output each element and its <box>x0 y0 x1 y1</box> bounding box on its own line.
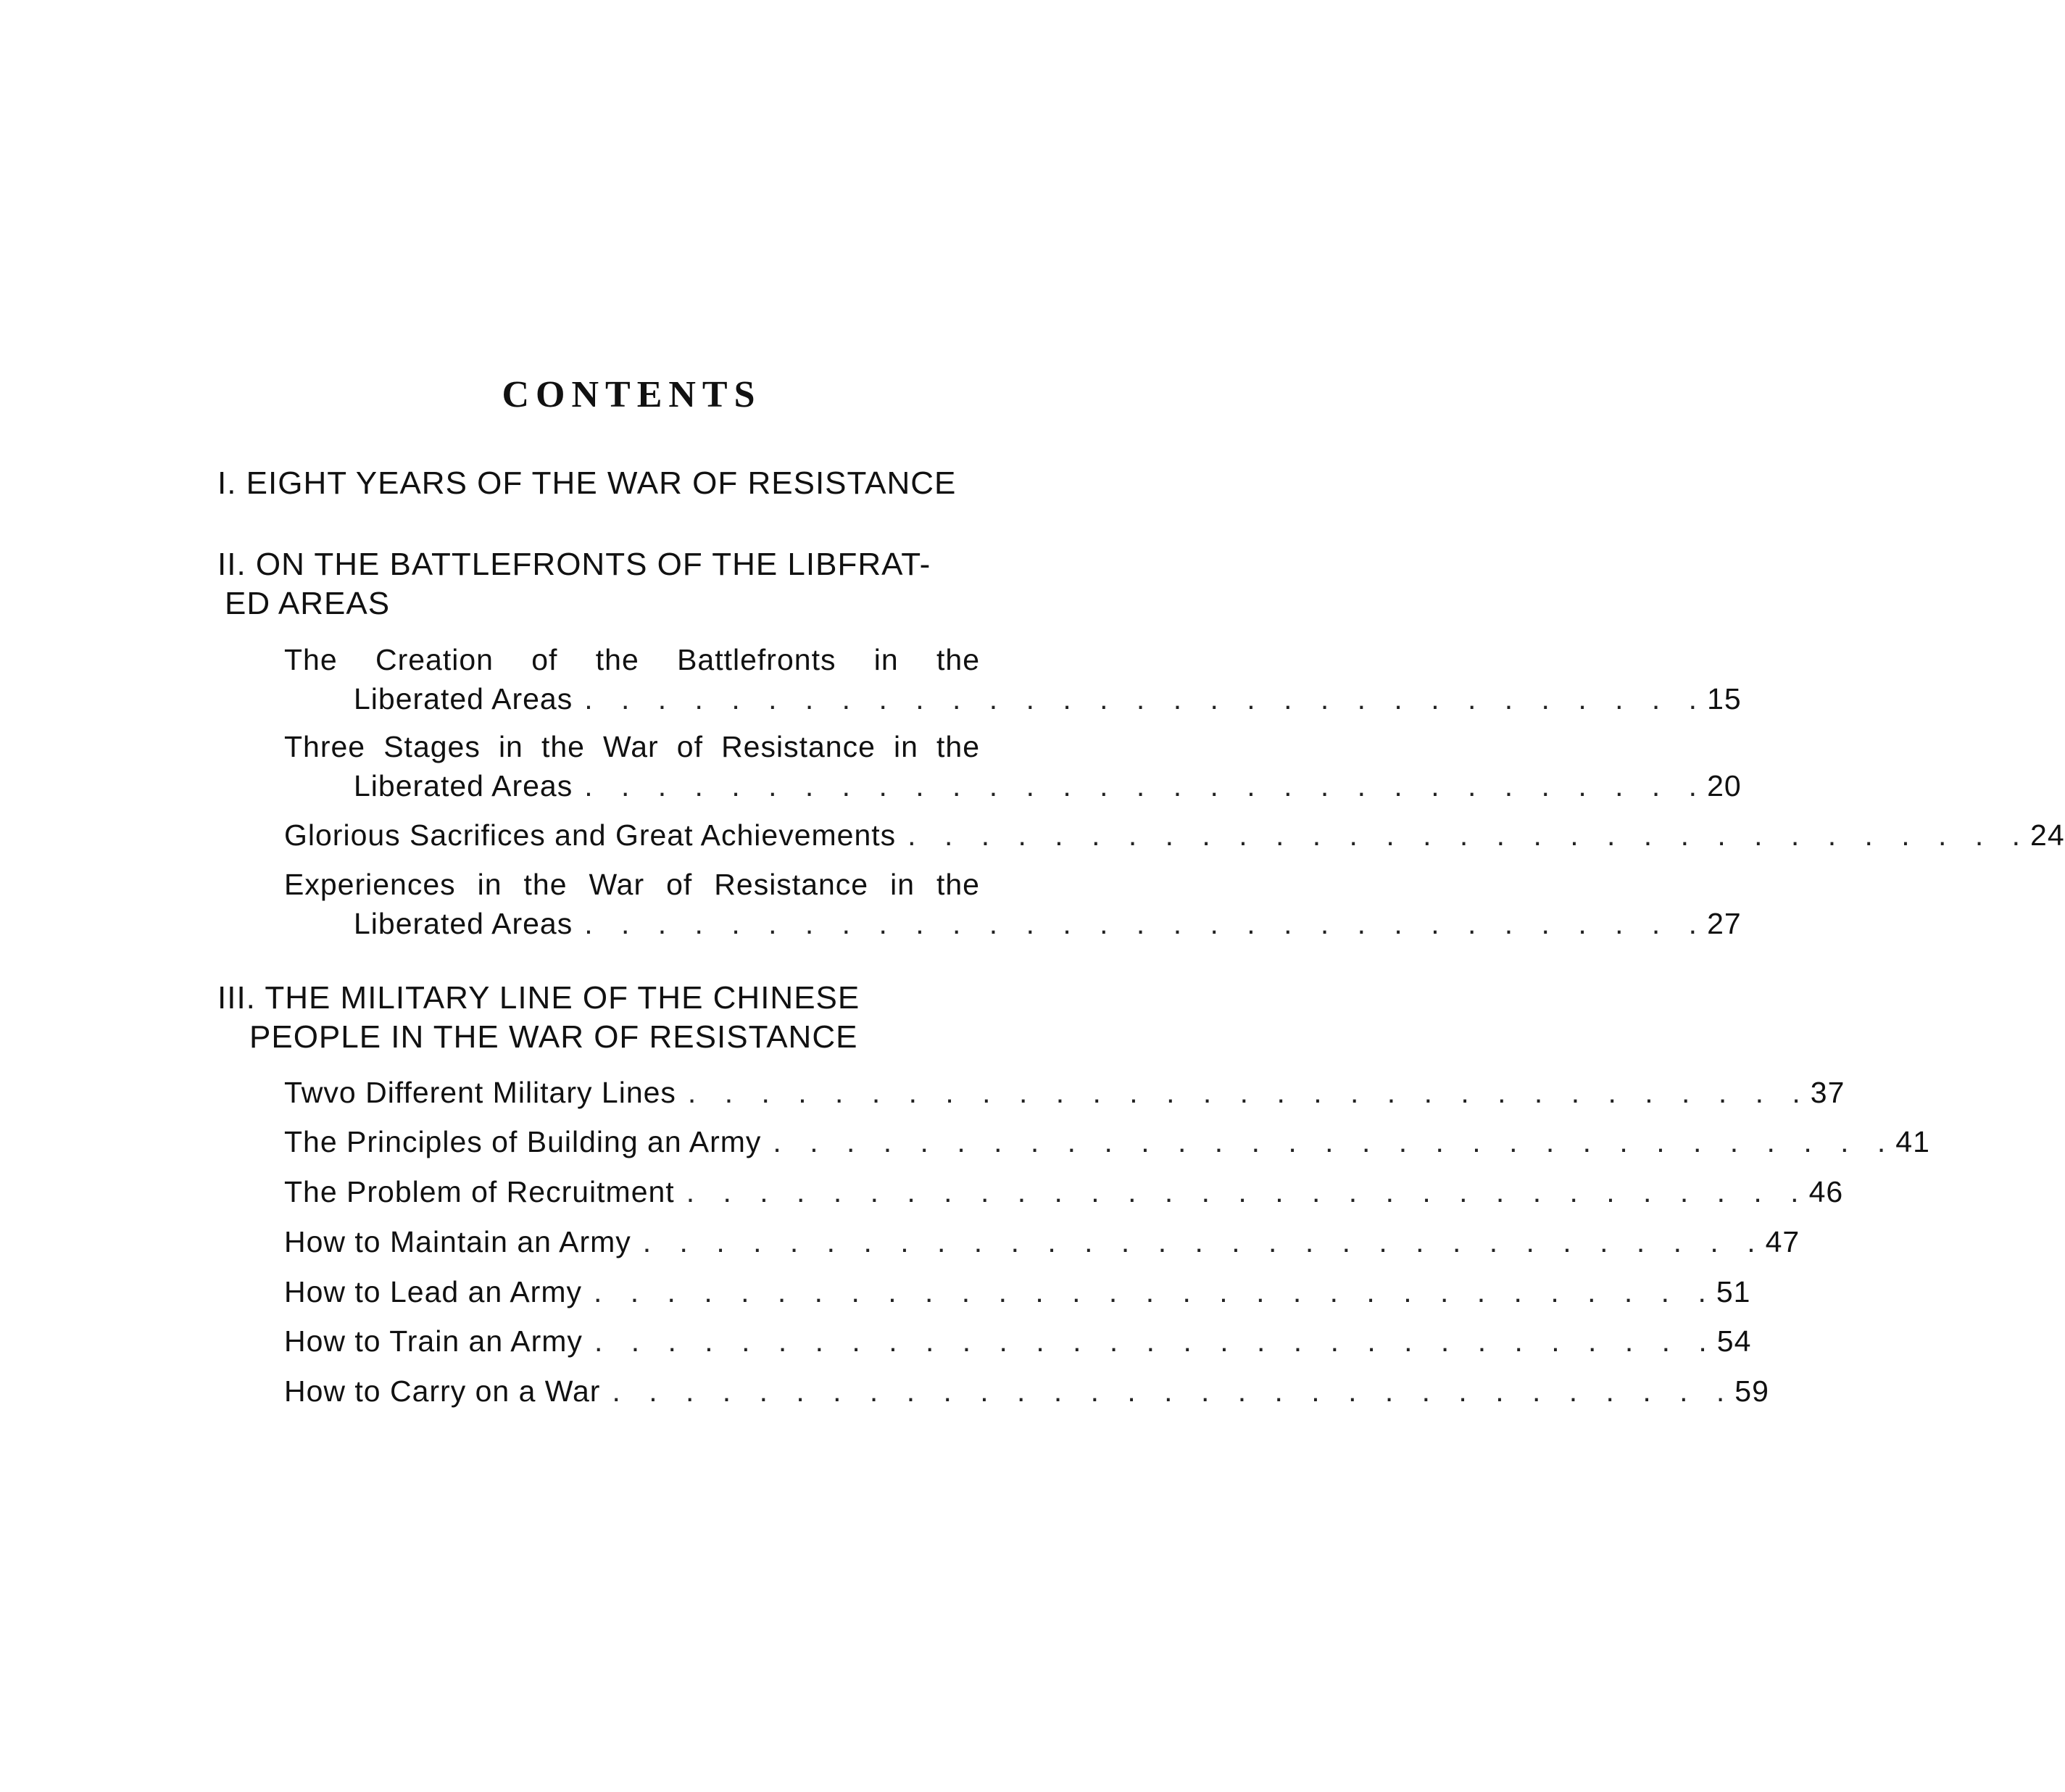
leader-dots: . . . . . . . . . . . . . . . . . . . . . . . . . . . . . . . <box>642 1225 1766 1258</box>
leader-dots: . . . . . . . . . . . . . . . . . . . . . . . . . . . . . . . <box>584 682 1708 715</box>
toc-entry[interactable] <box>284 1272 1751 1311</box>
section-heading-1 <box>217 464 986 503</box>
leader-dots: . . . . . . . . . . . . . . . . . . . . . . . . . . . . . . . <box>612 1374 1735 1408</box>
toc-entry-title: Three Stages in the War of Resistance in the <box>284 730 980 763</box>
leader-dots: . . . . . . . . . . . . . . . . . . . . . . . . . . . . . . . <box>687 1076 1811 1109</box>
toc-entry-line <box>284 1322 1752 1361</box>
toc-entry[interactable] <box>284 1372 1769 1411</box>
toc-entry[interactable] <box>284 1222 1800 1261</box>
toc-entry-line <box>284 1122 1930 1161</box>
toc-entry-line <box>284 1222 1800 1261</box>
toc-entry[interactable] <box>284 1322 1752 1361</box>
toc-entry-title-continued: Liberated Areas <box>354 907 573 940</box>
toc-entry-line <box>284 1172 1844 1211</box>
section-heading-text: III. THE MILITARY LINE OF THE CHINESE <box>217 980 860 1016</box>
leader-dots: . . . . . . . . . . . . . . . . . . . . . . . . . . . . . . . <box>593 1275 1716 1308</box>
section-heading-text-continued: ED AREAS <box>225 586 391 621</box>
leader-dots: . . . . . . . . . . . . . . . . . . . . . . . . . . . . . . . <box>584 907 1708 940</box>
toc-entry-page-number: 41 <box>1895 1125 1930 1158</box>
toc-entry-title: How to Train an Army <box>284 1324 583 1358</box>
toc-entry[interactable] <box>284 1073 1845 1112</box>
toc-entry-page-number: 51 <box>1716 1275 1751 1308</box>
toc-entry-page-number: 37 <box>1810 1076 1845 1109</box>
toc-entry[interactable] <box>284 727 1742 805</box>
leader-dots: . . . . . . . . . . . . . . . . . . . . . . . . . . . . . . . <box>584 769 1708 802</box>
toc-entry-line <box>284 679 1742 718</box>
toc-entry-page-number: 20 <box>1707 769 1742 802</box>
toc-entry-page-number: 54 <box>1716 1324 1752 1358</box>
page-title: CONTENTS <box>502 374 762 415</box>
toc-entry-line <box>284 816 2065 855</box>
toc-entry-page-number: 47 <box>1765 1225 1800 1258</box>
toc-entry-title: How to Maintain an Army <box>284 1225 631 1258</box>
toc-entry-title: How to Carry on a War <box>284 1374 601 1408</box>
toc-entry-title: The Principles of Building an Army <box>284 1125 762 1158</box>
toc-entry-line <box>284 1372 1769 1411</box>
toc-entry-page-number: 46 <box>1808 1175 1844 1208</box>
toc-entry-line <box>284 904 1742 943</box>
toc-entry-line <box>284 1272 1751 1311</box>
toc-entry-page-number: 15 <box>1707 682 1742 715</box>
toc-entry[interactable] <box>284 1172 1844 1211</box>
leader-dots: . . . . . . . . . . . . . . . . . . . . . . . . . . . . . . . <box>773 1125 1896 1158</box>
toc-entry-page-number: 24 <box>2030 818 2065 852</box>
section-heading-text: II. ON THE BATTLEFRONTS OF THE LIBFRAT- <box>217 547 931 582</box>
toc-entry[interactable] <box>284 640 1742 718</box>
toc-entry-title: How to Lead an Army <box>284 1275 582 1308</box>
section-heading-text-continued: PEOPLE IN THE WAR OF RESISTANCE <box>249 1019 858 1055</box>
toc-entry-title: Glorious Sacrifices and Great Achievements <box>284 818 897 852</box>
toc-entry-title-continued: Liberated Areas <box>354 769 573 802</box>
section-heading-3 <box>217 979 986 1057</box>
section-heading-text: I. EIGHT YEARS OF THE WAR OF RESISTANCE <box>217 465 957 501</box>
leader-dots: . . . . . . . . . . . . . . . . . . . . . . . . . . . . . . . <box>907 818 2031 852</box>
section-heading-2 <box>217 545 986 623</box>
toc-entry-line <box>284 766 1742 805</box>
toc-entry-page-number: 27 <box>1707 907 1742 940</box>
toc-entry[interactable] <box>284 865 1742 943</box>
leader-dots: . . . . . . . . . . . . . . . . . . . . . . . . . . . . . . . <box>594 1324 1717 1358</box>
toc-entry-title-continued: Liberated Areas <box>354 682 573 715</box>
toc-entry[interactable] <box>284 816 2065 855</box>
toc-entry-title: The Creation of the Battlefronts in the <box>284 643 980 676</box>
toc-entry[interactable] <box>284 1122 1930 1161</box>
toc-entry-title: Experiences in the War of Resistance in the <box>284 868 980 901</box>
toc-entry-title: Twvo Different Military Lines <box>284 1076 676 1109</box>
toc-entry-page-number: 59 <box>1734 1374 1769 1408</box>
toc-entry-title: The Problem of Recruitment <box>284 1175 675 1208</box>
toc-entry-line <box>284 1073 1845 1112</box>
leader-dots: . . . . . . . . . . . . . . . . . . . . . . . . . . . . . . . <box>686 1175 1809 1208</box>
